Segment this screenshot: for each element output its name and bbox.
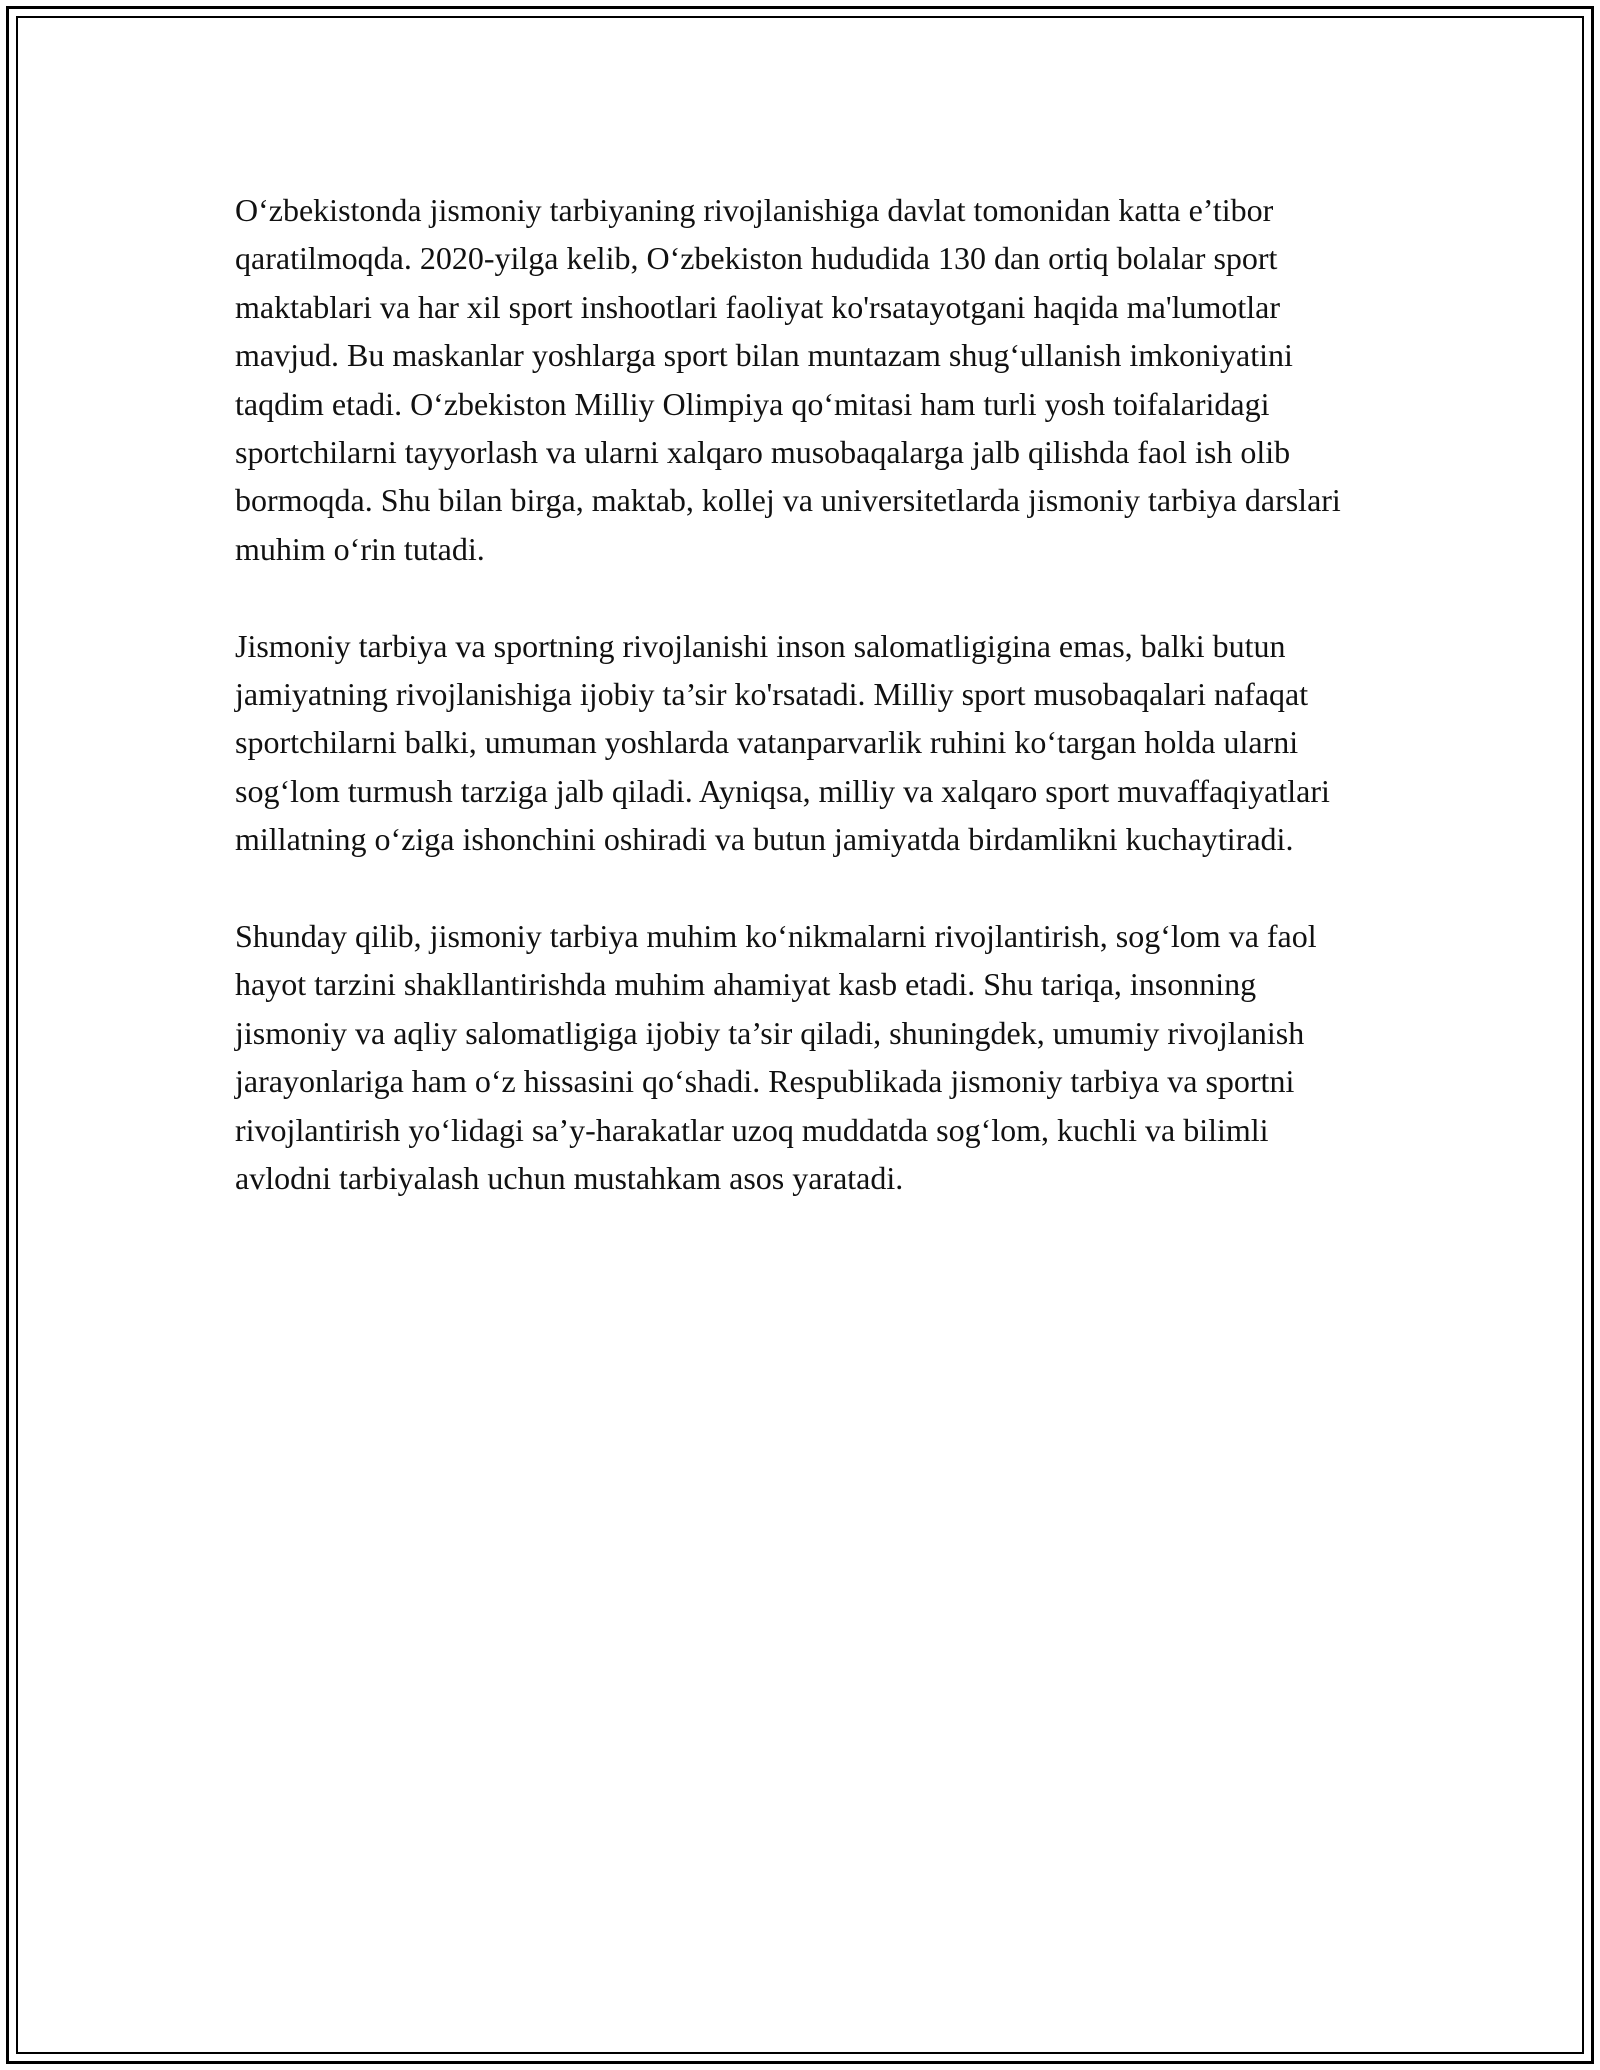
paragraph-1: O‘zbekistonda jismoniy tarbiyaning rivojlanishiga davlat tomonidan katta e’tibor qaratilmoqda. 2020-yilga kelib, O‘zbekiston hududida 130 dan ortiq bolalar sport maktablari va har xil sport inshootlari faoliyat ko'rsatayotgani haqida ma'lumotlar mavjud. Bu maskanlar yoshlarga sport bilan muntazam shug‘ullanish imkoniyatini taqdim etadi. O‘zbekiston Milliy Olimpiya qo‘mitasi ham turli yosh toifalaridagi sportchilarni tayyorlash va ularni xalqaro musobaqalarga jalb qilishda faol ish olib bormoqda. Shu bilan birga, maktab, kollej va universitetlarda jismoniy tarbiya darslari muhim o‘rin tutadi.: [235, 192, 1341, 567]
paragraph-2: Jismoniy tarbiya va sportning rivojlanishi inson salomatligigina emas, balki butun jamiyatning rivojlanishiga ijobiy ta’sir ko'rsatadi. Milliy sport musobaqalari nafaqat sportchilarni balki, umuman yoshlarda vatanparvarlik ruhini ko‘targan holda ularni sog‘lom turmush tarziga jalb qiladi. Ayniqsa, milliy va xalqaro sport muvaffaqiyatlari millatning o‘ziga ishonchini oshiradi va butun jamiyatda birdamlikni kuchaytiradi.: [235, 627, 1330, 858]
document-body: [235, 186, 1370, 1251]
paragraph-3: Shunday qilib, jismoniy tarbiya muhim ko‘nikmalarni rivojlantirish, sog‘lom va faol hayot tarzini shakllantirishda muhim ahamiyat kasb etadi. Shu tariqa, insonning jismoniy va aqliy salomatligiga ijobiy ta’sir qiladi, shuningdek, umumiy rivojlanish jarayonlariga ham o‘z hissasini qo‘shadi. Respublikada jismoniy tarbiya va sportni rivojlantirish yo‘lidagi sa’y-harakatlar uzoq muddatda sog‘lom, kuchli va bilimli avlodni tarbiyalash uchun mustahkam asos yaratadi.: [235, 918, 1317, 1197]
